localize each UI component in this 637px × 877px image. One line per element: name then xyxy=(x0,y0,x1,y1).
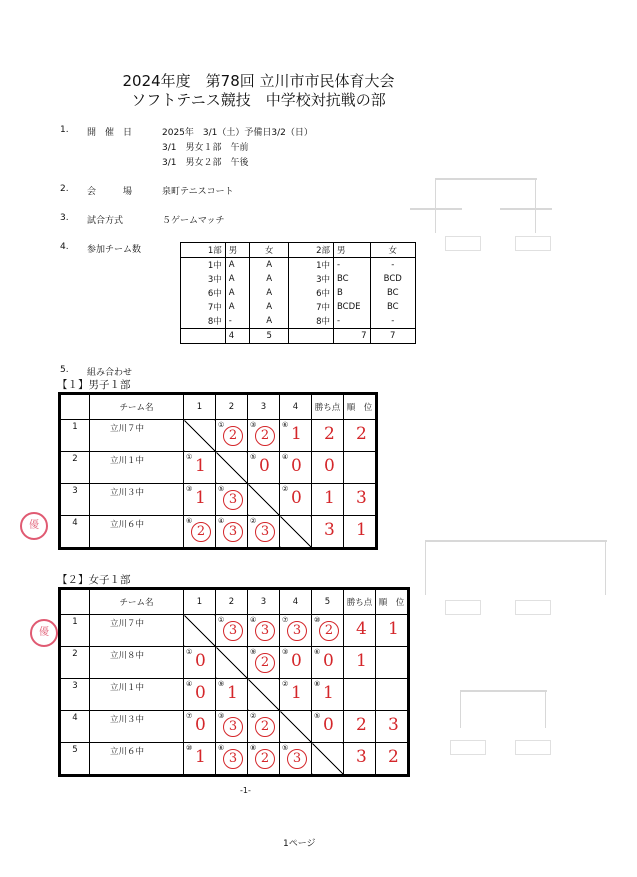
match-number: ⑥ xyxy=(314,648,321,656)
match-score: 3 xyxy=(287,621,307,641)
match-number: ① xyxy=(186,453,193,461)
teams-cell: 1中 xyxy=(181,258,226,273)
match-cell xyxy=(216,484,248,516)
teams-cell: BC xyxy=(333,272,370,286)
info-label-date: 開 催 日 xyxy=(87,128,133,138)
rank-value: 3 xyxy=(356,488,367,508)
team-number: 3 xyxy=(61,679,90,711)
teams-cell: - xyxy=(370,314,415,329)
match-number: ⑩ xyxy=(186,744,193,752)
match-score: 1 xyxy=(291,683,302,703)
rank-value: 1 xyxy=(388,619,399,639)
match-score: 0 xyxy=(195,651,206,671)
teams-cell: - xyxy=(370,258,415,273)
teams-row xyxy=(181,300,416,314)
match-number: ⑩ xyxy=(314,616,321,624)
table-row xyxy=(61,420,376,452)
match-number: ⑨ xyxy=(250,648,257,656)
match-score: 3 xyxy=(223,717,243,737)
match-cell xyxy=(312,647,344,679)
points-cell xyxy=(344,711,376,743)
match-number: ① xyxy=(218,616,225,624)
boys-header-cell: チーム名 xyxy=(90,395,184,420)
team-name: 立川６中 xyxy=(90,743,184,775)
teams-header-girls1: 女 xyxy=(250,243,289,258)
match-cell xyxy=(184,615,216,647)
match-number: ⑨ xyxy=(218,680,225,688)
rank-value: 3 xyxy=(388,715,399,735)
teams-row xyxy=(181,314,416,329)
info-label-venue: 会 場 xyxy=(87,187,133,197)
girls-header-cell: 勝ち点 xyxy=(344,590,376,615)
match-score: 3 xyxy=(287,749,307,769)
match-cell xyxy=(184,647,216,679)
girls-header-cell: 順 位 xyxy=(376,590,408,615)
teams-cell: A xyxy=(250,314,289,329)
teams-cell: A xyxy=(250,272,289,286)
match-cell xyxy=(280,679,312,711)
rank-value: 1 xyxy=(356,520,367,540)
points-cell xyxy=(312,420,344,452)
match-cell xyxy=(216,711,248,743)
match-cell xyxy=(280,484,312,516)
rank-cell xyxy=(376,743,408,775)
team-name: 立川３中 xyxy=(90,711,184,743)
match-score: 1 xyxy=(195,456,206,476)
boys-section-title: 【１】男子１部 xyxy=(57,379,131,391)
teams-total-row xyxy=(181,329,416,344)
section5-label: 組み合わせ xyxy=(87,368,133,378)
teams-row xyxy=(181,286,416,300)
match-number: ⑤ xyxy=(250,453,257,461)
team-name: 立川８中 xyxy=(90,647,184,679)
points-value: 1 xyxy=(356,651,367,671)
team-number: 5 xyxy=(61,743,90,775)
match-score: 3 xyxy=(223,522,243,542)
teams-cell: 1中 xyxy=(289,258,334,273)
info-num-2: 2. xyxy=(60,184,69,194)
boys-header-row xyxy=(61,395,376,420)
teams-header-div1: 1部 xyxy=(181,243,226,258)
match-cell xyxy=(248,743,280,775)
match-number: ④ xyxy=(186,680,193,688)
teams-cell: BCD xyxy=(370,272,415,286)
match-cell xyxy=(216,679,248,711)
info-num-3: 3. xyxy=(60,213,69,223)
teams-header-row xyxy=(181,243,416,258)
match-cell xyxy=(312,743,344,775)
teams-cell: A xyxy=(250,300,289,314)
match-cell xyxy=(280,516,312,548)
boys-winner-stamp: 優 xyxy=(20,512,48,540)
page-label: 1ページ xyxy=(283,839,316,849)
boys-header-cell: 3 xyxy=(248,395,280,420)
match-number: ③ xyxy=(282,648,289,656)
girls-header-cell: チーム名 xyxy=(90,590,184,615)
match-score: 0 xyxy=(291,651,302,671)
info-label-teams: 参加チーム数 xyxy=(87,245,142,255)
table-row xyxy=(61,679,408,711)
points-cell xyxy=(344,679,376,711)
section5-num: 5. xyxy=(60,365,69,375)
team-name: 立川１中 xyxy=(90,452,184,484)
match-cell xyxy=(184,420,216,452)
girls-league-grid xyxy=(60,589,408,775)
points-cell xyxy=(344,615,376,647)
match-cell xyxy=(184,452,216,484)
match-number: ① xyxy=(186,648,193,656)
match-number: ③ xyxy=(250,421,257,429)
rank-cell xyxy=(376,711,408,743)
teams-cell: A xyxy=(225,300,249,314)
match-score: 2 xyxy=(191,522,211,542)
boys-league-table xyxy=(58,392,378,550)
match-score: 1 xyxy=(195,488,206,508)
match-score: 1 xyxy=(195,747,206,767)
teams-cell: A xyxy=(225,258,249,273)
match-score: 2 xyxy=(255,653,275,673)
team-name: 立川３中 xyxy=(90,484,184,516)
match-cell xyxy=(184,484,216,516)
match-score: 1 xyxy=(323,683,334,703)
info-format: ５ゲームマッチ xyxy=(162,216,225,226)
points-cell xyxy=(312,516,344,548)
rank-cell xyxy=(376,647,408,679)
team-number: 4 xyxy=(61,516,90,548)
match-number: ⑧ xyxy=(314,680,321,688)
match-cell xyxy=(248,484,280,516)
match-number: ⑤ xyxy=(314,712,321,720)
match-cell xyxy=(216,420,248,452)
teams-cell: 8中 xyxy=(289,314,334,329)
rank-cell xyxy=(344,484,376,516)
points-value: 1 xyxy=(324,488,335,508)
teams-total: 4 xyxy=(225,329,249,344)
teams-cell: 6中 xyxy=(181,286,226,300)
match-score: 0 xyxy=(195,683,206,703)
table-row xyxy=(61,711,408,743)
match-cell xyxy=(280,647,312,679)
match-score: 1 xyxy=(227,683,238,703)
match-number: ② xyxy=(250,712,257,720)
match-score: 0 xyxy=(323,651,334,671)
match-number: ④ xyxy=(218,517,225,525)
table-row xyxy=(61,647,408,679)
points-cell xyxy=(312,484,344,516)
girls-header-cell: 2 xyxy=(216,590,248,615)
girls-header-row xyxy=(61,590,408,615)
match-cell xyxy=(216,743,248,775)
info-date-line-1: 2025年 3/1（土）予備日3/2（日） xyxy=(162,128,313,138)
points-value: 0 xyxy=(324,456,335,476)
match-number: ④ xyxy=(282,453,289,461)
match-number: ⑧ xyxy=(250,744,257,752)
teams-row xyxy=(181,272,416,286)
match-cell xyxy=(216,615,248,647)
teams-cell: - xyxy=(225,314,249,329)
teams-cell: 8中 xyxy=(181,314,226,329)
info-label-format: 試合方式 xyxy=(87,216,124,226)
match-cell xyxy=(248,516,280,548)
teams-row xyxy=(181,258,416,273)
team-number: 1 xyxy=(61,420,90,452)
match-cell xyxy=(248,420,280,452)
match-number: ② xyxy=(282,485,289,493)
match-score: 2 xyxy=(223,426,243,446)
rank-cell xyxy=(376,679,408,711)
teams-header-div2: 2部 xyxy=(289,243,334,258)
info-num-4: 4. xyxy=(60,242,69,252)
team-number: 3 xyxy=(61,484,90,516)
teams-cell: 7中 xyxy=(181,300,226,314)
match-cell xyxy=(312,615,344,647)
match-cell xyxy=(280,452,312,484)
match-number: ① xyxy=(218,421,225,429)
teams-total xyxy=(181,329,226,344)
table-row xyxy=(61,452,376,484)
teams-cell: - xyxy=(333,314,370,329)
girls-header-cell: 4 xyxy=(280,590,312,615)
info-venue: 泉町テニスコート xyxy=(162,187,234,197)
match-cell xyxy=(280,743,312,775)
boys-header-cell: 順 位 xyxy=(344,395,376,420)
teams-cell: 7中 xyxy=(289,300,334,314)
teams-header-boys2: 男 xyxy=(333,243,370,258)
teams-cell: BC xyxy=(370,286,415,300)
points-value: 2 xyxy=(356,715,367,735)
rank-cell xyxy=(344,452,376,484)
teams-cell: - xyxy=(333,258,370,273)
teams-total: 7 xyxy=(370,329,415,344)
title-line-1: 2024年度 第78回 立川市市民体育大会 xyxy=(122,72,395,90)
match-cell xyxy=(216,516,248,548)
boys-header-cell xyxy=(61,395,90,420)
teams-cell: 6中 xyxy=(289,286,334,300)
match-number: ② xyxy=(250,517,257,525)
match-cell xyxy=(184,743,216,775)
team-number: 4 xyxy=(61,711,90,743)
match-score: 0 xyxy=(291,488,302,508)
boys-league-grid xyxy=(60,394,376,548)
teams-cell: A xyxy=(250,286,289,300)
match-score: 3 xyxy=(223,621,243,641)
match-score: 2 xyxy=(255,426,275,446)
team-name: 立川１中 xyxy=(90,679,184,711)
page-mark: -1- xyxy=(240,786,251,795)
match-cell xyxy=(312,679,344,711)
title-line-2: ソフトテニス競技 中学校対抗戦の部 xyxy=(131,91,386,109)
match-cell xyxy=(248,615,280,647)
boys-header-cell: 2 xyxy=(216,395,248,420)
boys-header-cell: 勝ち点 xyxy=(312,395,344,420)
table-row xyxy=(61,484,376,516)
match-cell xyxy=(248,679,280,711)
table-row xyxy=(61,516,376,548)
team-number: 2 xyxy=(61,452,90,484)
match-cell xyxy=(184,516,216,548)
match-cell xyxy=(280,420,312,452)
team-name: 立川７中 xyxy=(90,615,184,647)
match-score: 0 xyxy=(291,456,302,476)
teams-header-boys1: 男 xyxy=(225,243,249,258)
girls-section-title: 【２】女子１部 xyxy=(57,574,131,586)
match-score: 0 xyxy=(323,715,334,735)
info-date-line-3: 3/1 男女２部 午後 xyxy=(162,158,249,168)
points-value: 4 xyxy=(356,619,367,639)
match-cell xyxy=(312,711,344,743)
points-cell xyxy=(312,452,344,484)
boys-header-cell: 1 xyxy=(184,395,216,420)
teams-cell: BCDE xyxy=(333,300,370,314)
teams-total xyxy=(289,329,334,344)
match-score: 2 xyxy=(255,749,275,769)
girls-header-cell: 5 xyxy=(312,590,344,615)
match-number: ③ xyxy=(186,485,193,493)
participating-teams-table xyxy=(180,242,416,344)
points-cell xyxy=(344,647,376,679)
teams-cell: 3中 xyxy=(289,272,334,286)
girls-winner-stamp: 優 xyxy=(30,619,58,647)
info-date-line-2: 3/1 男女１部 午前 xyxy=(162,143,249,153)
match-cell xyxy=(248,647,280,679)
match-number: ② xyxy=(282,680,289,688)
points-value: 3 xyxy=(324,520,335,540)
match-score: 2 xyxy=(255,717,275,737)
match-cell xyxy=(248,711,280,743)
info-num-1: 1. xyxy=(60,125,69,135)
rank-value: 2 xyxy=(356,424,367,444)
match-cell xyxy=(280,615,312,647)
rank-value: 2 xyxy=(388,747,399,767)
match-number: ⑥ xyxy=(218,744,225,752)
match-score: 1 xyxy=(291,424,302,444)
match-cell xyxy=(216,452,248,484)
teams-total: 7 xyxy=(333,329,370,344)
girls-league-table xyxy=(58,587,410,777)
teams-cell: A xyxy=(250,258,289,273)
team-name: 立川６中 xyxy=(90,516,184,548)
match-score: 0 xyxy=(195,715,206,735)
match-number: ③ xyxy=(218,712,225,720)
teams-header-girls2: 女 xyxy=(370,243,415,258)
teams-cell: 3中 xyxy=(181,272,226,286)
girls-header-cell: 3 xyxy=(248,590,280,615)
match-cell xyxy=(280,711,312,743)
points-cell xyxy=(344,743,376,775)
match-cell xyxy=(216,647,248,679)
teams-cell: A xyxy=(225,286,249,300)
match-number: ④ xyxy=(250,616,257,624)
rank-cell xyxy=(344,516,376,548)
team-number: 1 xyxy=(61,615,90,647)
rank-cell xyxy=(344,420,376,452)
table-row xyxy=(61,615,408,647)
match-score: 3 xyxy=(223,490,243,510)
points-value: 3 xyxy=(356,747,367,767)
match-score: 3 xyxy=(255,522,275,542)
match-number: ⑦ xyxy=(282,616,289,624)
team-name: 立川７中 xyxy=(90,420,184,452)
girls-header-cell xyxy=(61,590,90,615)
teams-cell: B xyxy=(333,286,370,300)
match-number: ⑤ xyxy=(218,485,225,493)
girls-header-cell: 1 xyxy=(184,590,216,615)
rank-cell xyxy=(376,615,408,647)
match-number: ⑤ xyxy=(282,744,289,752)
match-cell xyxy=(184,679,216,711)
match-cell xyxy=(248,452,280,484)
teams-total: 5 xyxy=(250,329,289,344)
team-number: 2 xyxy=(61,647,90,679)
match-cell xyxy=(184,711,216,743)
match-score: 3 xyxy=(223,749,243,769)
boys-header-cell: 4 xyxy=(280,395,312,420)
match-score: 0 xyxy=(259,456,270,476)
match-number: ⑦ xyxy=(186,712,193,720)
teams-cell: A xyxy=(225,272,249,286)
match-number: ⑥ xyxy=(186,517,193,525)
table-row xyxy=(61,743,408,775)
match-score: 3 xyxy=(255,621,275,641)
match-score: 2 xyxy=(319,621,339,641)
teams-cell: BC xyxy=(370,300,415,314)
match-number: ⑥ xyxy=(282,421,289,429)
points-value: 2 xyxy=(324,424,335,444)
